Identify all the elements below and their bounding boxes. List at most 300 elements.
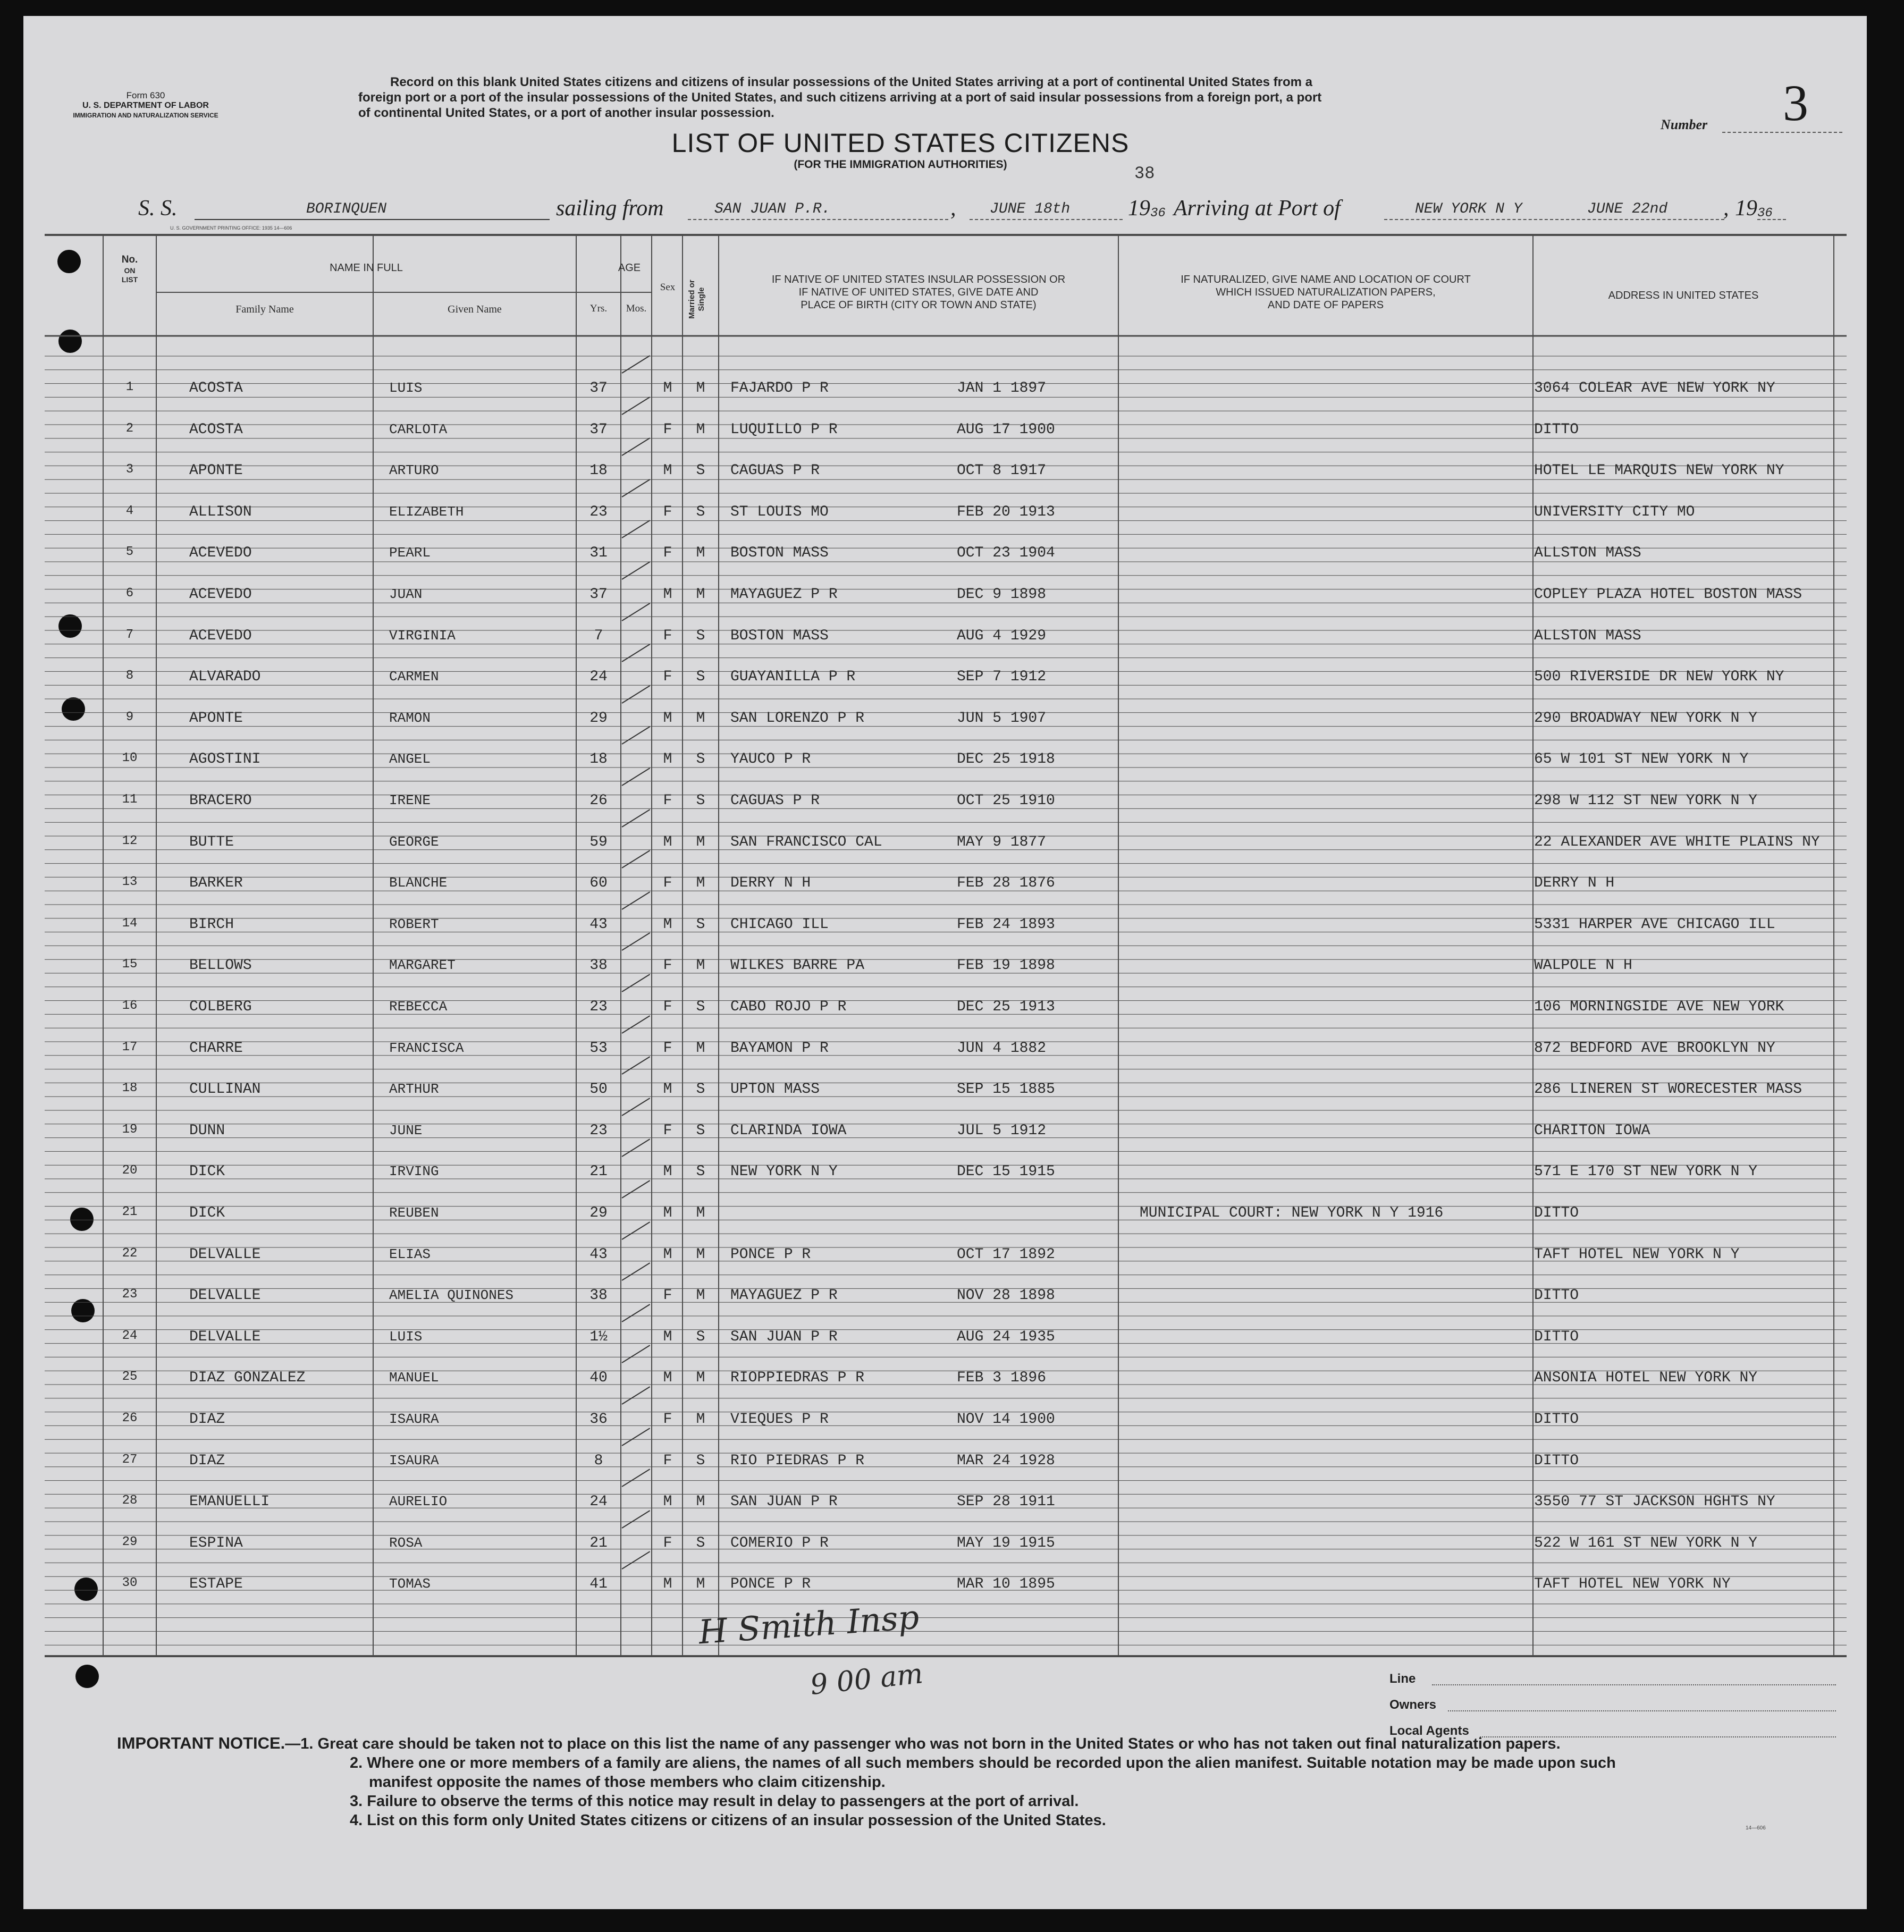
cell-date: AUG 24 1935: [957, 1328, 1055, 1345]
cell-date: OCT 8 1917: [957, 462, 1047, 479]
cell-date: SEP 28 1911: [957, 1494, 1055, 1511]
cell-family: DUNN: [189, 1122, 225, 1139]
cell-yrs: 36: [589, 1411, 608, 1428]
cell-address: 5331 HARPER AVE CHICAGO ILL: [1534, 916, 1775, 933]
cell-sex: M: [663, 916, 672, 933]
cell-no: 30: [122, 1576, 138, 1591]
cell-yrs: 23: [589, 1122, 608, 1139]
table-row: [23, 1453, 1867, 1474]
table-row: [23, 875, 1867, 896]
table-row: [23, 710, 1867, 731]
cell-family: DELVALLE: [189, 1246, 261, 1263]
cell-given: JUNE: [389, 1122, 423, 1138]
cell-no: 26: [122, 1411, 138, 1425]
arriving-label: Arriving at Port of: [1174, 196, 1341, 221]
cell-place: YAUCO P R: [730, 751, 811, 768]
passenger-rows: [23, 16, 1867, 1909]
cell-sex: F: [663, 545, 672, 562]
cell-family: APONTE: [189, 710, 243, 727]
cell-yrs: 23: [589, 999, 608, 1015]
table-row: [23, 421, 1867, 443]
cell-address: DITTO: [1534, 1411, 1579, 1428]
cell-no: 1: [125, 380, 134, 394]
cell-given: AMELIA QUINONES: [389, 1287, 514, 1304]
cell-no: 15: [122, 957, 138, 972]
cell-yrs: 37: [589, 421, 608, 438]
cell-no: 8: [125, 669, 134, 684]
cell-nat: MUNICIPAL COURT: NEW YORK N Y 1916: [1140, 1205, 1444, 1221]
cell-sex: F: [663, 1411, 672, 1428]
cell-address: 106 MORNINGSIDE AVE NEW YORK: [1534, 999, 1784, 1015]
cell-sex: F: [663, 503, 672, 520]
cell-address: TAFT HOTEL NEW YORK NY: [1534, 1576, 1731, 1593]
cell-given: ISAURA: [389, 1452, 439, 1469]
cell-family: DELVALLE: [189, 1287, 261, 1304]
agents-field-label: Local Agents: [1389, 1724, 1469, 1738]
page-subtitle: (FOR THE IMMIGRATION AUTHORITIES): [794, 158, 1007, 171]
cell-date: FEB 20 1913: [957, 503, 1055, 520]
cell-family: BRACERO: [189, 792, 252, 809]
cell-address: HOTEL LE MARQUIS NEW YORK NY: [1534, 462, 1784, 479]
cell-sex: M: [663, 833, 672, 850]
cell-address: WALPOLE N H: [1534, 957, 1632, 974]
cell-yrs: 40: [589, 1370, 608, 1387]
cell-given: IRENE: [389, 792, 431, 808]
header-naturalized-line: IF NATURALIZED, GIVE NAME AND LOCATION OF COURT: [1181, 274, 1471, 285]
cell-place: SAN JUAN P R: [730, 1494, 838, 1511]
cell-family: CULLINAN: [189, 1081, 261, 1098]
cell-yrs: 18: [589, 751, 608, 768]
cell-yrs: 18: [589, 462, 608, 479]
cell-place: CHICAGO ILL: [730, 916, 829, 933]
cell-ms: M: [696, 1576, 705, 1593]
cell-ms: S: [696, 792, 705, 809]
cell-family: DICK: [189, 1205, 225, 1221]
cell-place: SAN FRANCISCO CAL: [730, 833, 882, 850]
notice-item: 3. Failure to observe the terms of this notice may result in delay to passengers at the port of arrival.: [350, 1793, 1079, 1810]
cell-ms: S: [696, 503, 705, 520]
table-row: [23, 380, 1867, 401]
cell-date: DEC 25 1913: [957, 999, 1055, 1015]
cell-address: ANSONIA HOTEL NEW YORK NY: [1534, 1370, 1758, 1387]
cell-address: ALLSTON MASS: [1534, 545, 1641, 562]
cell-sex: F: [663, 1287, 672, 1304]
cell-sex: M: [663, 710, 672, 727]
cell-no: 14: [122, 916, 138, 931]
table-row: [23, 504, 1867, 525]
cell-given: REUBEN: [389, 1205, 439, 1221]
cell-date: FEB 28 1876: [957, 875, 1055, 892]
cell-family: BIRCH: [189, 916, 234, 933]
cell-yrs: 24: [589, 669, 608, 686]
cell-given: RAMON: [389, 710, 431, 726]
cell-ms: M: [696, 421, 705, 438]
cell-family: BARKER: [189, 875, 243, 892]
arrive-date: JUNE 22nd: [1587, 201, 1668, 217]
form-number: Form 630: [126, 90, 165, 100]
cell-place: PONCE P R: [730, 1576, 811, 1593]
cell-sex: F: [663, 627, 672, 644]
cell-date: FEB 19 1898: [957, 957, 1055, 974]
cell-family: ACEVEDO: [189, 627, 252, 644]
table-row: [23, 1040, 1867, 1061]
line-field-label: Line: [1389, 1672, 1416, 1686]
header-age: AGE: [618, 262, 641, 274]
cell-no: 29: [122, 1534, 138, 1549]
cell-yrs: 21: [589, 1534, 608, 1551]
cell-place: SAN JUAN P R: [730, 1328, 838, 1345]
cell-ms: M: [696, 1040, 705, 1057]
cell-yrs: 37: [589, 380, 608, 396]
cell-address: 500 RIVERSIDE DR NEW YORK NY: [1534, 669, 1784, 686]
cell-yrs: 38: [589, 957, 608, 974]
cell-given: ELIZABETH: [389, 503, 464, 520]
cell-given: ARTHUR: [389, 1081, 439, 1098]
checkmark: [621, 355, 650, 374]
line-field: [1389, 1666, 1836, 1692]
table-row: [23, 1123, 1867, 1144]
cell-no: 27: [122, 1452, 138, 1467]
cell-sex: F: [663, 1452, 672, 1469]
cell-place: CLARINDA IOWA: [730, 1122, 847, 1139]
arrive-port: NEW YORK N Y: [1415, 201, 1522, 217]
cell-yrs: 7: [594, 627, 603, 644]
cell-given: JUAN: [389, 586, 423, 602]
cell-place: BOSTON MASS: [730, 627, 829, 644]
cell-sex: M: [663, 1081, 672, 1098]
cell-no: 21: [122, 1205, 138, 1219]
cell-place: PONCE P R: [730, 1246, 811, 1263]
cell-no: 18: [122, 1081, 138, 1096]
cell-date: SEP 7 1912: [957, 669, 1047, 686]
table-row: [23, 999, 1867, 1020]
cell-no: 16: [122, 999, 138, 1013]
cell-family: ESTAPE: [189, 1576, 243, 1593]
cell-yrs: 8: [594, 1452, 603, 1469]
header-sex: Sex: [660, 282, 676, 293]
cell-sex: M: [663, 751, 672, 768]
printer-line: U. S. GOVERNMENT PRINTING OFFICE: 1935 14—606: [170, 225, 292, 231]
inspector-signature: H Smith Insp: [697, 1597, 921, 1652]
cell-place: CABO ROJO P R: [730, 999, 847, 1015]
cell-ms: M: [696, 875, 705, 892]
cell-sex: M: [663, 1370, 672, 1387]
cell-place: COMERIO P R: [730, 1534, 829, 1551]
cell-sex: F: [663, 669, 672, 686]
cell-yrs: 59: [589, 833, 608, 850]
cell-family: DIAZ: [189, 1411, 225, 1428]
cell-ms: S: [696, 627, 705, 644]
table-row: [23, 1535, 1867, 1556]
cell-date: NOV 28 1898: [957, 1287, 1055, 1304]
header-given-name: Given Name: [448, 303, 502, 315]
owners-field: [1389, 1692, 1836, 1718]
cell-date: JUN 4 1882: [957, 1040, 1047, 1057]
table-row: [23, 957, 1867, 978]
cell-address: DITTO: [1534, 1452, 1579, 1469]
cell-no: 19: [122, 1122, 138, 1137]
cell-sex: F: [663, 1534, 672, 1551]
cell-sex: M: [663, 1163, 672, 1180]
cell-no: 5: [125, 545, 134, 560]
table-row: [23, 916, 1867, 938]
table-row: [23, 1163, 1867, 1185]
header-marital-line: Married or: [687, 280, 696, 319]
table-row: [23, 462, 1867, 484]
cell-date: NOV 14 1900: [957, 1411, 1055, 1428]
cell-family: ACOSTA: [189, 380, 243, 396]
cell-family: ACOSTA: [189, 421, 243, 438]
cell-ms: S: [696, 1122, 705, 1139]
table-row: [23, 628, 1867, 649]
cell-no: 2: [125, 421, 134, 436]
cell-place: CAGUAS P R: [730, 462, 820, 479]
cell-place: NEW YORK N Y: [730, 1163, 838, 1180]
cell-sex: M: [663, 1576, 672, 1593]
cell-yrs: 60: [589, 875, 608, 892]
notice-line-1: [117, 1734, 1844, 1753]
table-row: [23, 751, 1867, 772]
cell-ms: S: [696, 669, 705, 686]
cell-place: DERRY N H: [730, 875, 811, 892]
cell-address: 22 ALEXANDER AVE WHITE PLAINS NY: [1534, 833, 1820, 850]
cell-given: CARMEN: [389, 669, 439, 685]
table-row: [23, 669, 1867, 690]
cell-given: AURELIO: [389, 1494, 448, 1510]
header-marital-line: Single: [697, 287, 706, 311]
cell-place: BOSTON MASS: [730, 545, 829, 562]
cell-place: RIOPPIEDRAS P R: [730, 1370, 865, 1387]
cell-address: ALLSTON MASS: [1534, 627, 1641, 644]
cell-address: 3550 77 ST JACKSON HGHTS NY: [1534, 1494, 1775, 1511]
cell-sex: M: [663, 1205, 672, 1221]
header-no-line: No.: [121, 254, 138, 265]
cell-ms: M: [696, 1411, 705, 1428]
cell-address: COPLEY PLAZA HOTEL BOSTON MASS: [1534, 586, 1802, 603]
cell-ms: M: [696, 1205, 705, 1221]
cell-sex: M: [663, 1246, 672, 1263]
cell-given: PEARL: [389, 545, 431, 561]
cell-address: DITTO: [1534, 421, 1579, 438]
service: IMMIGRATION AND NATURALIZATION SERVICE: [73, 112, 218, 119]
table-row: [23, 1370, 1867, 1391]
cell-ms: M: [696, 1287, 705, 1304]
table-row: [23, 1329, 1867, 1350]
depart-date: JUNE 18th: [990, 201, 1071, 217]
footer-fields: [1389, 1666, 1836, 1744]
cell-place: FAJARDO P R: [730, 380, 829, 396]
header-birth-line: IF NATIVE OF UNITED STATES INSULAR POSSESSION OR: [771, 274, 1066, 285]
cell-sex: F: [663, 421, 672, 438]
cell-yrs: 31: [589, 545, 608, 562]
cell-yrs: 23: [589, 503, 608, 520]
cell-no: 10: [122, 751, 138, 766]
cell-address: UNIVERSITY CITY MO: [1534, 503, 1695, 520]
header-yrs: Yrs.: [589, 303, 608, 314]
cell-given: ARTURO: [389, 462, 439, 479]
cell-place: WILKES BARRE PA: [730, 957, 865, 974]
cell-no: 13: [122, 875, 138, 890]
header-name-in-full: NAME IN FULL: [330, 262, 403, 274]
year-prefix: 19: [1128, 196, 1150, 221]
cell-date: FEB 3 1896: [957, 1370, 1047, 1387]
cell-no: 25: [122, 1370, 138, 1385]
comma: ,: [950, 196, 956, 221]
cell-yrs: 53: [589, 1040, 608, 1057]
table-row: [23, 1576, 1867, 1597]
cell-date: MAR 24 1928: [957, 1452, 1055, 1469]
line-field-blank: [1432, 1684, 1836, 1685]
cell-date: OCT 17 1892: [957, 1246, 1055, 1263]
table-row: [23, 792, 1867, 814]
cell-date: DEC 9 1898: [957, 586, 1047, 603]
cell-family: COLBERG: [189, 999, 252, 1015]
cell-ms: S: [696, 999, 705, 1015]
cell-address: DITTO: [1534, 1205, 1579, 1221]
ship-name: BORINQUEN: [306, 201, 387, 217]
cell-ms: S: [696, 1081, 705, 1098]
cell-address: 65 W 101 ST NEW YORK N Y: [1534, 751, 1749, 768]
table-row: [23, 1246, 1867, 1268]
cell-place: BAYAMON P R: [730, 1040, 829, 1057]
cell-ms: M: [696, 957, 705, 974]
cell-yrs: 50: [589, 1081, 608, 1098]
preamble-line: of continental United States, or a port of another insular possession.: [358, 106, 774, 120]
table-row: [23, 586, 1867, 608]
cell-given: ROSA: [389, 1534, 423, 1551]
cell-given: ANGEL: [389, 751, 431, 767]
cell-sex: F: [663, 957, 672, 974]
cell-sex: M: [663, 586, 672, 603]
notice-item: 2. Where one or more members of a family are aliens, the names of all such members should be recorded upon the alien manifest. Suitable notation may be made upon such: [350, 1754, 1616, 1771]
cell-no: 4: [125, 503, 134, 518]
cell-address: TAFT HOTEL NEW YORK N Y: [1534, 1246, 1740, 1263]
cell-sex: M: [663, 1328, 672, 1345]
comma: ,: [1723, 196, 1729, 221]
cell-date: JUL 5 1912: [957, 1122, 1047, 1139]
table-row: [23, 834, 1867, 855]
cell-date: JAN 1 1897: [957, 380, 1047, 396]
header-birth-line: PLACE OF BIRTH (CITY OR TOWN AND STATE): [801, 299, 1037, 311]
cell-ms: M: [696, 710, 705, 727]
cell-date: MAR 10 1895: [957, 1576, 1055, 1593]
cell-ms: S: [696, 751, 705, 768]
preamble-line: Record on this blank United States citizens and citizens of insular possessions of the United States arriving at a port of continental United States from a: [390, 75, 1312, 89]
cell-date: FEB 24 1893: [957, 916, 1055, 933]
cell-given: LUIS: [389, 1328, 423, 1345]
cell-date: DEC 15 1915: [957, 1163, 1055, 1180]
cell-sex: M: [663, 1494, 672, 1511]
notice-item: manifest opposite the names of those members who claim citizenship.: [369, 1774, 886, 1791]
cell-family: DIAZ GONZALEZ: [189, 1370, 306, 1387]
cell-place: LUQUILLO P R: [730, 421, 838, 438]
cell-place: MAYAGUEZ P R: [730, 586, 838, 603]
header-no-line: LIST: [121, 275, 138, 284]
cell-address: 872 BEDFORD AVE BROOKLYN NY: [1534, 1040, 1775, 1057]
cell-place: CAGUAS P R: [730, 792, 820, 809]
cell-place: MAYAGUEZ P R: [730, 1287, 838, 1304]
department: U. S. DEPARTMENT OF LABOR: [82, 101, 209, 110]
sailing-label: sailing from: [556, 196, 664, 221]
cell-yrs: 41: [589, 1576, 608, 1593]
cell-given: ROBERT: [389, 916, 439, 932]
important-notice: [117, 1734, 1844, 1830]
cell-family: ESPINA: [189, 1534, 243, 1551]
cell-no: 9: [125, 710, 134, 724]
notice-item: 4. List on this form only United States citizens or citizens of an insular possession of the United States.: [350, 1812, 1106, 1829]
cell-date: OCT 23 1904: [957, 545, 1055, 562]
cell-yrs: 1½: [589, 1328, 608, 1345]
cell-no: 3: [125, 462, 134, 477]
cell-no: 7: [125, 627, 134, 642]
table-row: [23, 1287, 1867, 1309]
header-naturalized-line: WHICH ISSUED NATURALIZATION PAPERS,: [1216, 286, 1436, 298]
cell-sex: F: [663, 792, 672, 809]
cell-family: BELLOWS: [189, 957, 252, 974]
notice-item: —1. Great care should be taken not to place on this list the name of any passenger who was not born in the United States or who has not taken out final naturalization papers.: [285, 1735, 1561, 1752]
cell-yrs: 38: [589, 1287, 608, 1304]
cell-place: ST LOUIS MO: [730, 503, 829, 520]
cell-place: GUAYANILLA P R: [730, 669, 856, 686]
cell-date: AUG 17 1900: [957, 421, 1055, 438]
cell-sex: F: [663, 1040, 672, 1057]
cell-address: DITTO: [1534, 1287, 1579, 1304]
cell-ms: M: [696, 833, 705, 850]
cell-ms: S: [696, 1452, 705, 1469]
cell-sex: M: [663, 380, 672, 396]
cell-no: 23: [122, 1287, 138, 1302]
cell-ms: M: [696, 1370, 705, 1387]
cell-date: MAY 19 1915: [957, 1534, 1055, 1551]
owners-field-label: Owners: [1389, 1698, 1437, 1712]
cell-given: BLANCHE: [389, 875, 448, 891]
cell-ms: S: [696, 916, 705, 933]
cell-no: 11: [122, 792, 138, 807]
cell-ms: S: [696, 1163, 705, 1180]
cell-address: 571 E 170 ST NEW YORK N Y: [1534, 1163, 1758, 1180]
cell-given: ELIAS: [389, 1246, 431, 1262]
number-value: 3: [1783, 74, 1808, 131]
cell-given: CARLOTA: [389, 421, 448, 437]
cell-no: 6: [125, 586, 134, 601]
cell-family: DICK: [189, 1163, 225, 1180]
cell-ms: S: [696, 1328, 705, 1345]
page-title: LIST OF UNITED STATES CITIZENS: [671, 128, 1130, 158]
cell-given: FRANCISCA: [389, 1040, 464, 1056]
cell-yrs: 43: [589, 916, 608, 933]
cell-family: CHARRE: [189, 1040, 243, 1057]
cell-sex: F: [663, 875, 672, 892]
manifest-sheet: [23, 16, 1867, 1909]
cell-address: DITTO: [1534, 1328, 1579, 1345]
cell-family: BUTTE: [189, 833, 234, 850]
cell-yrs: 43: [589, 1246, 608, 1263]
cell-no: 22: [122, 1246, 138, 1261]
header-naturalized-line: AND DATE OF PAPERS: [1267, 299, 1384, 311]
header-family-name: Family Name: [235, 303, 294, 315]
cell-yrs: 26: [589, 792, 608, 809]
cell-given: REBECCA: [389, 999, 448, 1015]
sheet-mark: 38: [1134, 164, 1155, 183]
cell-ms: M: [696, 380, 705, 396]
cell-address: CHARITON IOWA: [1534, 1122, 1650, 1139]
cell-family: AGOSTINI: [189, 751, 261, 768]
cell-given: MARGARET: [389, 957, 456, 974]
cell-place: UPTON MASS: [730, 1081, 820, 1098]
cell-family: DELVALLE: [189, 1328, 261, 1345]
cell-address: 3064 COLEAR AVE NEW YORK NY: [1534, 380, 1775, 396]
table-row: [23, 1494, 1867, 1515]
